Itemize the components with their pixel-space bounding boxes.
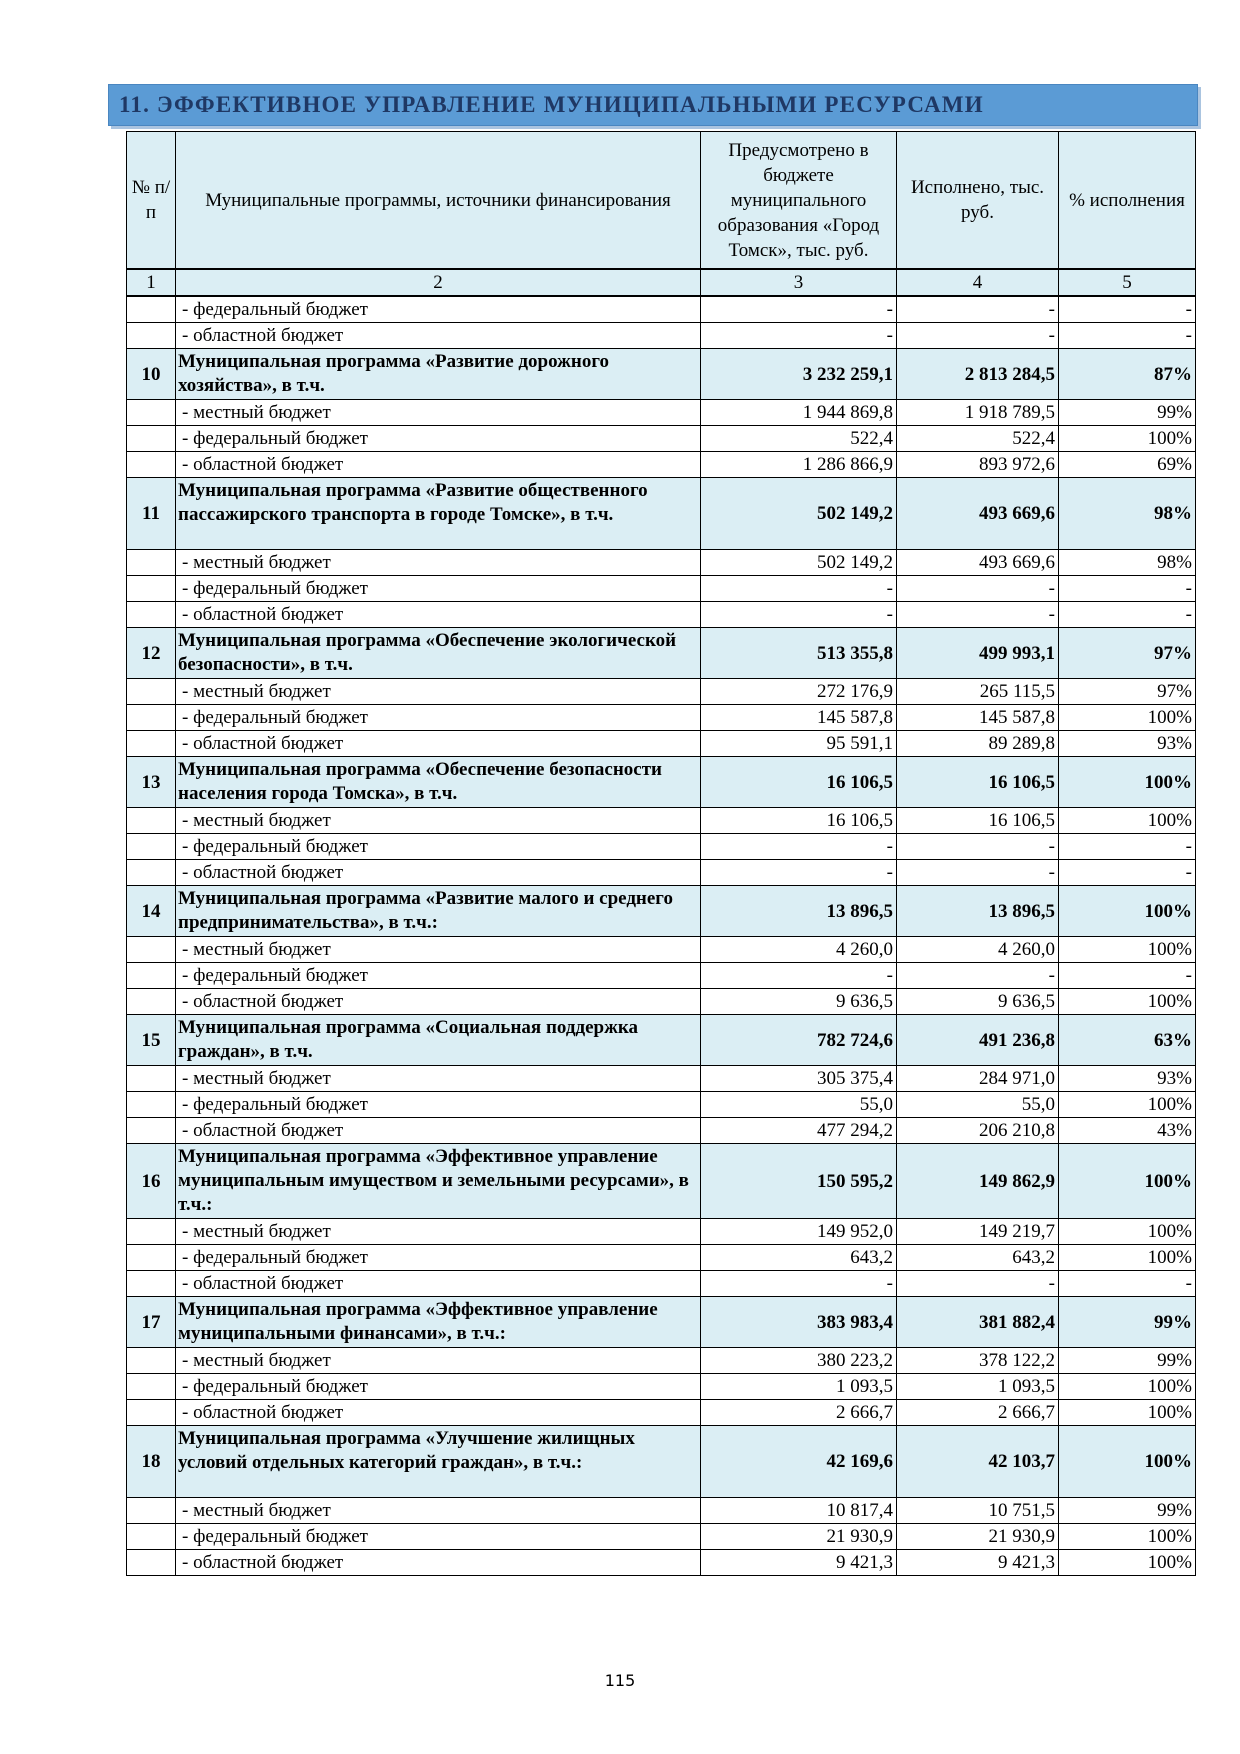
percent-cell: 69% — [1059, 452, 1196, 478]
program-name-cell: - федеральный бюджет — [176, 296, 701, 323]
row-number-cell — [127, 1066, 176, 1092]
page-number: 115 — [604, 1671, 636, 1690]
row-number-cell — [127, 1271, 176, 1297]
row-number-cell — [127, 602, 176, 628]
program-name-cell: Муниципальная программа «Развитие общественного пассажирского транспорта в городе Томске», в т.ч. — [176, 478, 701, 550]
source-row — [127, 1400, 1196, 1426]
source-row — [127, 1219, 1196, 1245]
executed-amount-cell: 643,2 — [897, 1245, 1059, 1271]
source-row — [127, 1348, 1196, 1374]
table-header-row — [127, 132, 1196, 270]
planned-amount-cell: 149 952,0 — [701, 1219, 897, 1245]
executed-amount-cell: 42 103,7 — [897, 1426, 1059, 1498]
program-name-cell: - федеральный бюджет — [176, 1524, 701, 1550]
percent-cell: - — [1059, 860, 1196, 886]
source-row — [127, 731, 1196, 757]
planned-amount-cell: 502 149,2 — [701, 478, 897, 550]
executed-amount-cell: 2 813 284,5 — [897, 349, 1059, 400]
program-name-cell: - областной бюджет — [176, 1271, 701, 1297]
planned-amount-cell: 42 169,6 — [701, 1426, 897, 1498]
header-planned: Предусмотрено в бюджете муниципального образования «Город Томск», тыс. руб. — [701, 132, 897, 270]
row-number-cell: 15 — [127, 1015, 176, 1066]
percent-cell: 98% — [1059, 550, 1196, 576]
percent-cell: - — [1059, 834, 1196, 860]
program-name-cell: - местный бюджет — [176, 1066, 701, 1092]
percent-cell: 100% — [1059, 989, 1196, 1015]
row-number-cell — [127, 400, 176, 426]
column-number-row — [127, 269, 1196, 296]
percent-cell: 97% — [1059, 679, 1196, 705]
row-number-cell — [127, 550, 176, 576]
budget-table — [126, 131, 1196, 1576]
planned-amount-cell: 1 286 866,9 — [701, 452, 897, 478]
planned-amount-cell: 1 093,5 — [701, 1374, 897, 1400]
program-row — [127, 478, 1196, 550]
executed-amount-cell: 499 993,1 — [897, 628, 1059, 679]
planned-amount-cell: 3 232 259,1 — [701, 349, 897, 400]
program-row — [127, 628, 1196, 679]
percent-cell: 100% — [1059, 1245, 1196, 1271]
planned-amount-cell: - — [701, 602, 897, 628]
column-number-1: 1 — [127, 269, 176, 296]
percent-cell: 97% — [1059, 628, 1196, 679]
program-name-cell: Муниципальная программа «Обеспечение экологической безопасности», в т.ч. — [176, 628, 701, 679]
planned-amount-cell: 4 260,0 — [701, 937, 897, 963]
program-name-cell: Муниципальная программа «Улучшение жилищных условий отдельных категорий граждан», в т.ч.: — [176, 1426, 701, 1498]
planned-amount-cell: 1 944 869,8 — [701, 400, 897, 426]
percent-cell: 99% — [1059, 1297, 1196, 1348]
planned-amount-cell: 383 983,4 — [701, 1297, 897, 1348]
row-number-cell — [127, 1092, 176, 1118]
executed-amount-cell: 893 972,6 — [897, 452, 1059, 478]
percent-cell: 99% — [1059, 400, 1196, 426]
row-number-cell — [127, 1550, 176, 1576]
executed-amount-cell: 21 930,9 — [897, 1524, 1059, 1550]
planned-amount-cell: 10 817,4 — [701, 1498, 897, 1524]
percent-cell: 98% — [1059, 478, 1196, 550]
planned-amount-cell: 21 930,9 — [701, 1524, 897, 1550]
executed-amount-cell: 9 421,3 — [897, 1550, 1059, 1576]
source-row — [127, 400, 1196, 426]
program-name-cell: - федеральный бюджет — [176, 1092, 701, 1118]
source-row — [127, 860, 1196, 886]
program-row — [127, 1297, 1196, 1348]
planned-amount-cell: 380 223,2 — [701, 1348, 897, 1374]
program-name-cell: - местный бюджет — [176, 400, 701, 426]
program-name-cell: Муниципальная программа «Социальная поддержка граждан», в т.ч. — [176, 1015, 701, 1066]
executed-amount-cell: 1 918 789,5 — [897, 400, 1059, 426]
planned-amount-cell: 16 106,5 — [701, 808, 897, 834]
column-number-5: 5 — [1059, 269, 1196, 296]
program-row — [127, 1426, 1196, 1498]
executed-amount-cell: - — [897, 1271, 1059, 1297]
row-number-cell: 10 — [127, 349, 176, 400]
planned-amount-cell: - — [701, 323, 897, 349]
program-name-cell: - местный бюджет — [176, 1348, 701, 1374]
program-name-cell: - областной бюджет — [176, 1118, 701, 1144]
executed-amount-cell: 145 587,8 — [897, 705, 1059, 731]
planned-amount-cell: - — [701, 860, 897, 886]
program-name-cell: - областной бюджет — [176, 602, 701, 628]
executed-amount-cell: 4 260,0 — [897, 937, 1059, 963]
source-row — [127, 679, 1196, 705]
row-number-cell — [127, 1498, 176, 1524]
executed-amount-cell: 9 636,5 — [897, 989, 1059, 1015]
executed-amount-cell: 55,0 — [897, 1092, 1059, 1118]
source-row — [127, 989, 1196, 1015]
executed-amount-cell: - — [897, 576, 1059, 602]
source-row — [127, 1092, 1196, 1118]
planned-amount-cell: - — [701, 1271, 897, 1297]
row-number-cell — [127, 860, 176, 886]
program-name-cell: - областной бюджет — [176, 731, 701, 757]
percent-cell: 100% — [1059, 1374, 1196, 1400]
program-name-cell: - федеральный бюджет — [176, 705, 701, 731]
source-row — [127, 1066, 1196, 1092]
program-name-cell: - федеральный бюджет — [176, 426, 701, 452]
program-row — [127, 1015, 1196, 1066]
program-name-cell: - местный бюджет — [176, 550, 701, 576]
program-name-cell: - областной бюджет — [176, 1550, 701, 1576]
percent-cell: - — [1059, 296, 1196, 323]
row-number-cell — [127, 937, 176, 963]
row-number-cell: 17 — [127, 1297, 176, 1348]
planned-amount-cell: 782 724,6 — [701, 1015, 897, 1066]
executed-amount-cell: - — [897, 602, 1059, 628]
planned-amount-cell: 272 176,9 — [701, 679, 897, 705]
row-number-cell: 13 — [127, 757, 176, 808]
program-name-cell: Муниципальная программа «Обеспечение безопасности населения города Томска», в т.ч. — [176, 757, 701, 808]
source-row — [127, 963, 1196, 989]
row-number-cell: 18 — [127, 1426, 176, 1498]
planned-amount-cell: 9 636,5 — [701, 989, 897, 1015]
executed-amount-cell: 149 219,7 — [897, 1219, 1059, 1245]
planned-amount-cell: - — [701, 834, 897, 860]
source-row — [127, 323, 1196, 349]
percent-cell: 43% — [1059, 1118, 1196, 1144]
planned-amount-cell: 150 595,2 — [701, 1144, 897, 1219]
section-title: 11. ЭФФЕКТИВНОЕ УПРАВЛЕНИЕ МУНИЦИПАЛЬНЫМИ РЕСУРСАМИ — [119, 92, 984, 117]
program-name-cell: - областной бюджет — [176, 323, 701, 349]
executed-amount-cell: 491 236,8 — [897, 1015, 1059, 1066]
percent-cell: 100% — [1059, 1426, 1196, 1498]
source-row — [127, 452, 1196, 478]
row-number-cell — [127, 1219, 176, 1245]
percent-cell: - — [1059, 576, 1196, 602]
source-row — [127, 808, 1196, 834]
row-number-cell — [127, 296, 176, 323]
executed-amount-cell: - — [897, 296, 1059, 323]
row-number-cell — [127, 679, 176, 705]
program-name-cell: - федеральный бюджет — [176, 1374, 701, 1400]
row-number-cell — [127, 808, 176, 834]
program-row — [127, 349, 1196, 400]
program-row — [127, 886, 1196, 937]
section-banner — [108, 84, 1198, 126]
source-row — [127, 1374, 1196, 1400]
planned-amount-cell: 55,0 — [701, 1092, 897, 1118]
planned-amount-cell: 522,4 — [701, 426, 897, 452]
planned-amount-cell: 2 666,7 — [701, 1400, 897, 1426]
row-number-cell — [127, 323, 176, 349]
planned-amount-cell: 16 106,5 — [701, 757, 897, 808]
executed-amount-cell: 522,4 — [897, 426, 1059, 452]
row-number-cell: 14 — [127, 886, 176, 937]
executed-amount-cell: 149 862,9 — [897, 1144, 1059, 1219]
planned-amount-cell: 95 591,1 — [701, 731, 897, 757]
percent-cell: 100% — [1059, 1524, 1196, 1550]
program-name-cell: - местный бюджет — [176, 808, 701, 834]
source-row — [127, 1118, 1196, 1144]
percent-cell: - — [1059, 323, 1196, 349]
executed-amount-cell: - — [897, 963, 1059, 989]
program-name-cell: - областной бюджет — [176, 860, 701, 886]
executed-amount-cell: 1 093,5 — [897, 1374, 1059, 1400]
planned-amount-cell: 477 294,2 — [701, 1118, 897, 1144]
source-row — [127, 296, 1196, 323]
percent-cell: 100% — [1059, 705, 1196, 731]
program-name-cell: - местный бюджет — [176, 679, 701, 705]
executed-amount-cell: 493 669,6 — [897, 478, 1059, 550]
row-number-cell: 16 — [127, 1144, 176, 1219]
source-row — [127, 550, 1196, 576]
executed-amount-cell: 206 210,8 — [897, 1118, 1059, 1144]
header-percent: % исполнения — [1059, 132, 1196, 270]
executed-amount-cell: 265 115,5 — [897, 679, 1059, 705]
percent-cell: 100% — [1059, 1550, 1196, 1576]
source-row — [127, 1550, 1196, 1576]
program-name-cell: - областной бюджет — [176, 989, 701, 1015]
row-number-cell: 11 — [127, 478, 176, 550]
program-name-cell: - местный бюджет — [176, 1219, 701, 1245]
program-name-cell: Муниципальная программа «Развитие дорожного хозяйства», в т.ч. — [176, 349, 701, 400]
executed-amount-cell: 16 106,5 — [897, 757, 1059, 808]
planned-amount-cell: - — [701, 963, 897, 989]
source-row — [127, 834, 1196, 860]
program-name-cell: - местный бюджет — [176, 937, 701, 963]
planned-amount-cell: 305 375,4 — [701, 1066, 897, 1092]
row-number-cell — [127, 1118, 176, 1144]
percent-cell: 100% — [1059, 808, 1196, 834]
program-name-cell: - федеральный бюджет — [176, 1245, 701, 1271]
source-row — [127, 705, 1196, 731]
source-row — [127, 576, 1196, 602]
executed-amount-cell: 381 882,4 — [897, 1297, 1059, 1348]
executed-amount-cell: - — [897, 860, 1059, 886]
percent-cell: 63% — [1059, 1015, 1196, 1066]
header-program: Муниципальные программы, источники финансирования — [176, 132, 701, 270]
source-row — [127, 1245, 1196, 1271]
executed-amount-cell: 2 666,7 — [897, 1400, 1059, 1426]
program-name-cell: Муниципальная программа «Эффективное управление муниципальным имуществом и земельными ресурсами», в т.ч.: — [176, 1144, 701, 1219]
header-number: № п/п — [127, 132, 176, 270]
row-number-cell — [127, 576, 176, 602]
row-number-cell — [127, 1524, 176, 1550]
row-number-cell — [127, 426, 176, 452]
percent-cell: 87% — [1059, 349, 1196, 400]
program-name-cell: - федеральный бюджет — [176, 576, 701, 602]
executed-amount-cell: 10 751,5 — [897, 1498, 1059, 1524]
percent-cell: 99% — [1059, 1498, 1196, 1524]
percent-cell: - — [1059, 602, 1196, 628]
executed-amount-cell: - — [897, 834, 1059, 860]
percent-cell: 100% — [1059, 1092, 1196, 1118]
planned-amount-cell: 502 149,2 — [701, 550, 897, 576]
percent-cell: 100% — [1059, 937, 1196, 963]
percent-cell: 93% — [1059, 1066, 1196, 1092]
executed-amount-cell: 284 971,0 — [897, 1066, 1059, 1092]
column-number-4: 4 — [897, 269, 1059, 296]
percent-cell: 93% — [1059, 731, 1196, 757]
row-number-cell — [127, 1348, 176, 1374]
percent-cell: 100% — [1059, 886, 1196, 937]
row-number-cell — [127, 452, 176, 478]
executed-amount-cell: 16 106,5 — [897, 808, 1059, 834]
row-number-cell — [127, 834, 176, 860]
column-number-3: 3 — [701, 269, 897, 296]
percent-cell: 100% — [1059, 1144, 1196, 1219]
percent-cell: 100% — [1059, 757, 1196, 808]
source-row — [127, 426, 1196, 452]
source-row — [127, 1271, 1196, 1297]
source-row — [127, 937, 1196, 963]
percent-cell: 100% — [1059, 1400, 1196, 1426]
source-row — [127, 1524, 1196, 1550]
program-name-cell: - местный бюджет — [176, 1498, 701, 1524]
source-row — [127, 602, 1196, 628]
planned-amount-cell: - — [701, 576, 897, 602]
row-number-cell: 12 — [127, 628, 176, 679]
planned-amount-cell: - — [701, 296, 897, 323]
planned-amount-cell: 13 896,5 — [701, 886, 897, 937]
percent-cell: 100% — [1059, 1219, 1196, 1245]
planned-amount-cell: 9 421,3 — [701, 1550, 897, 1576]
row-number-cell — [127, 1400, 176, 1426]
percent-cell: 99% — [1059, 1348, 1196, 1374]
row-number-cell — [127, 731, 176, 757]
executed-amount-cell: 378 122,2 — [897, 1348, 1059, 1374]
planned-amount-cell: 643,2 — [701, 1245, 897, 1271]
executed-amount-cell: 89 289,8 — [897, 731, 1059, 757]
percent-cell: 100% — [1059, 426, 1196, 452]
source-row — [127, 1498, 1196, 1524]
executed-amount-cell: 493 669,6 — [897, 550, 1059, 576]
row-number-cell — [127, 1374, 176, 1400]
table-body — [127, 296, 1196, 1576]
executed-amount-cell: - — [897, 323, 1059, 349]
executed-amount-cell: 13 896,5 — [897, 886, 1059, 937]
row-number-cell — [127, 1245, 176, 1271]
planned-amount-cell: 513 355,8 — [701, 628, 897, 679]
program-name-cell: - федеральный бюджет — [176, 963, 701, 989]
program-name-cell: - федеральный бюджет — [176, 834, 701, 860]
row-number-cell — [127, 989, 176, 1015]
row-number-cell — [127, 705, 176, 731]
program-name-cell: Муниципальная программа «Эффективное управление муниципальными финансами», в т.ч.: — [176, 1297, 701, 1348]
program-row — [127, 1144, 1196, 1219]
percent-cell: - — [1059, 963, 1196, 989]
planned-amount-cell: 145 587,8 — [701, 705, 897, 731]
column-number-2: 2 — [176, 269, 701, 296]
program-row — [127, 757, 1196, 808]
header-executed: Исполнено, тыс. руб. — [897, 132, 1059, 270]
program-name-cell: - областной бюджет — [176, 1400, 701, 1426]
row-number-cell — [127, 963, 176, 989]
percent-cell: - — [1059, 1271, 1196, 1297]
program-name-cell: Муниципальная программа «Развитие малого и среднего предпринимательства», в т.ч.: — [176, 886, 701, 937]
program-name-cell: - областной бюджет — [176, 452, 701, 478]
